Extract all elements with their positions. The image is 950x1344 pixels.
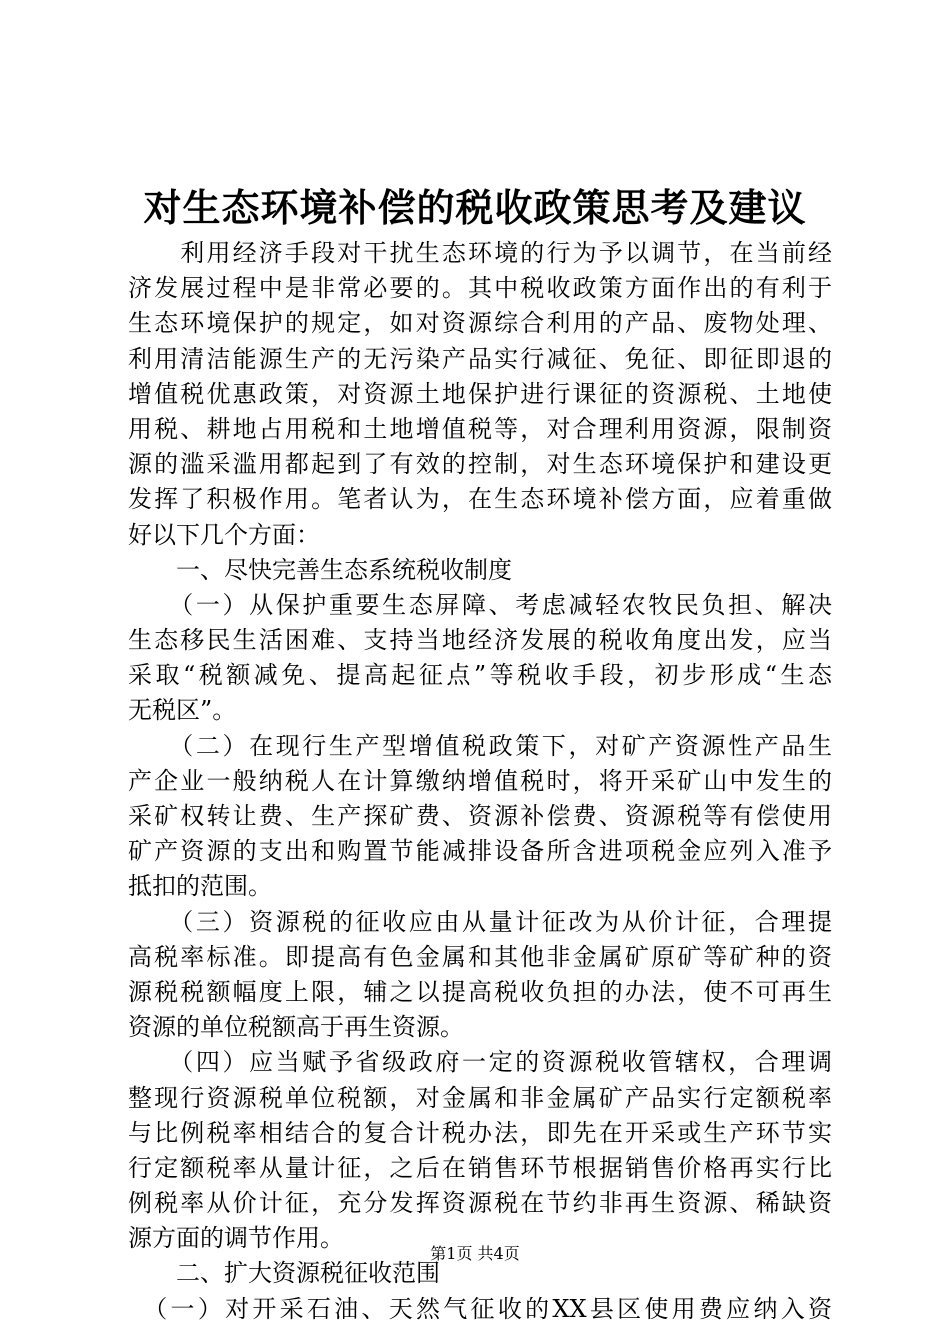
text-line: 济发展过程中是非常必要的。其中税收政策方面作出的有利于 (128, 274, 832, 303)
text-line: （四）应当赋予省级政府一定的资源税收管辖权，合理调 (128, 1048, 832, 1077)
text-line: 源税税额幅度上限，辅之以提高税收负担的办法，使不可再生 (128, 977, 832, 1006)
page-footer: 第1页 共4页 (430, 1244, 520, 1263)
text-line: 利用清洁能源生产的无污染产品实行减征、免征、即征即退的 (128, 344, 832, 373)
text-line: 二、扩大资源税征收范围 (128, 1259, 440, 1288)
text-line: （二）在现行生产型增值税政策下，对矿产资源性产品生 (128, 731, 832, 760)
text-line: （一）从保护重要生态屏障、考虑减轻农牧民负担、解决 (128, 590, 832, 619)
text-line: 与比例税率相结合的复合计税办法，即先在开采或生产环节实 (128, 1118, 832, 1147)
document-body (128, 236, 832, 1327)
text-line: 生态移民生活困难、支持当地经济发展的税收角度出发，应当 (128, 626, 832, 655)
text-line: 用税、耕地占用税和土地增值税等，对合理利用资源，限制资 (128, 414, 832, 443)
text-line: 行定额税率从量计征，之后在销售环节根据销售价格再实行比 (128, 1153, 832, 1182)
text-line: 增值税优惠政策，对资源土地保护进行课征的资源税、土地使 (128, 379, 832, 408)
text-line: 生态环境保护的规定，如对资源综合利用的产品、废物处理、 (128, 309, 832, 338)
text-line: 发挥了积极作用。笔者认为，在生态环境补偿方面，应着重做 (128, 485, 832, 514)
text-line: 产企业一般纳税人在计算缴纳增值税时，将开采矿山中发生的 (128, 766, 832, 795)
text-line: 整现行资源税单位税额，对金属和非金属矿产品实行定额税率 (128, 1083, 832, 1112)
document-title: 对生态环境补偿的税收政策思考及建议 (143, 185, 807, 230)
text-line: 采矿权转让费、生产探矿费、资源补偿费、资源税等有偿使用 (128, 802, 832, 830)
text-line: 抵扣的范围。 (128, 872, 272, 901)
text-line: （一）对开采石油、天然气征收的XX县区使用费应纳入资 (128, 1294, 832, 1323)
text-line: 源方面的调节作用。 (128, 1224, 344, 1253)
text-line: 一、尽快完善生态系统税收制度 (128, 555, 512, 584)
text-line: （三）资源税的征收应由从量计征改为从价计征，合理提 (128, 907, 832, 936)
text-line: 资源的单位税额高于再生资源。 (128, 1013, 464, 1042)
text-line: 矿产资源的支出和购置节能减排设备所含进项税金应列入准予 (128, 837, 832, 866)
text-line: 高税率标准。即提高有色金属和其他非金属矿原矿等矿种的资 (128, 942, 832, 971)
text-line: 无税区”。 (128, 696, 237, 725)
text-line: 例税率从价计征，充分发挥资源税在节约非再生资源、稀缺资 (128, 1189, 832, 1218)
text-line: 好以下几个方面： (128, 520, 320, 549)
text-line: 源的滥采滥用都起到了有效的控制，对生态环境保护和建设更 (128, 450, 832, 479)
text-line: 利用经济手段对干扰生态环境的行为予以调节，在当前经 (128, 239, 832, 267)
text-line: 采取“税额减免、提高起征点”等税收手段，初步形成“生态 (128, 661, 832, 690)
